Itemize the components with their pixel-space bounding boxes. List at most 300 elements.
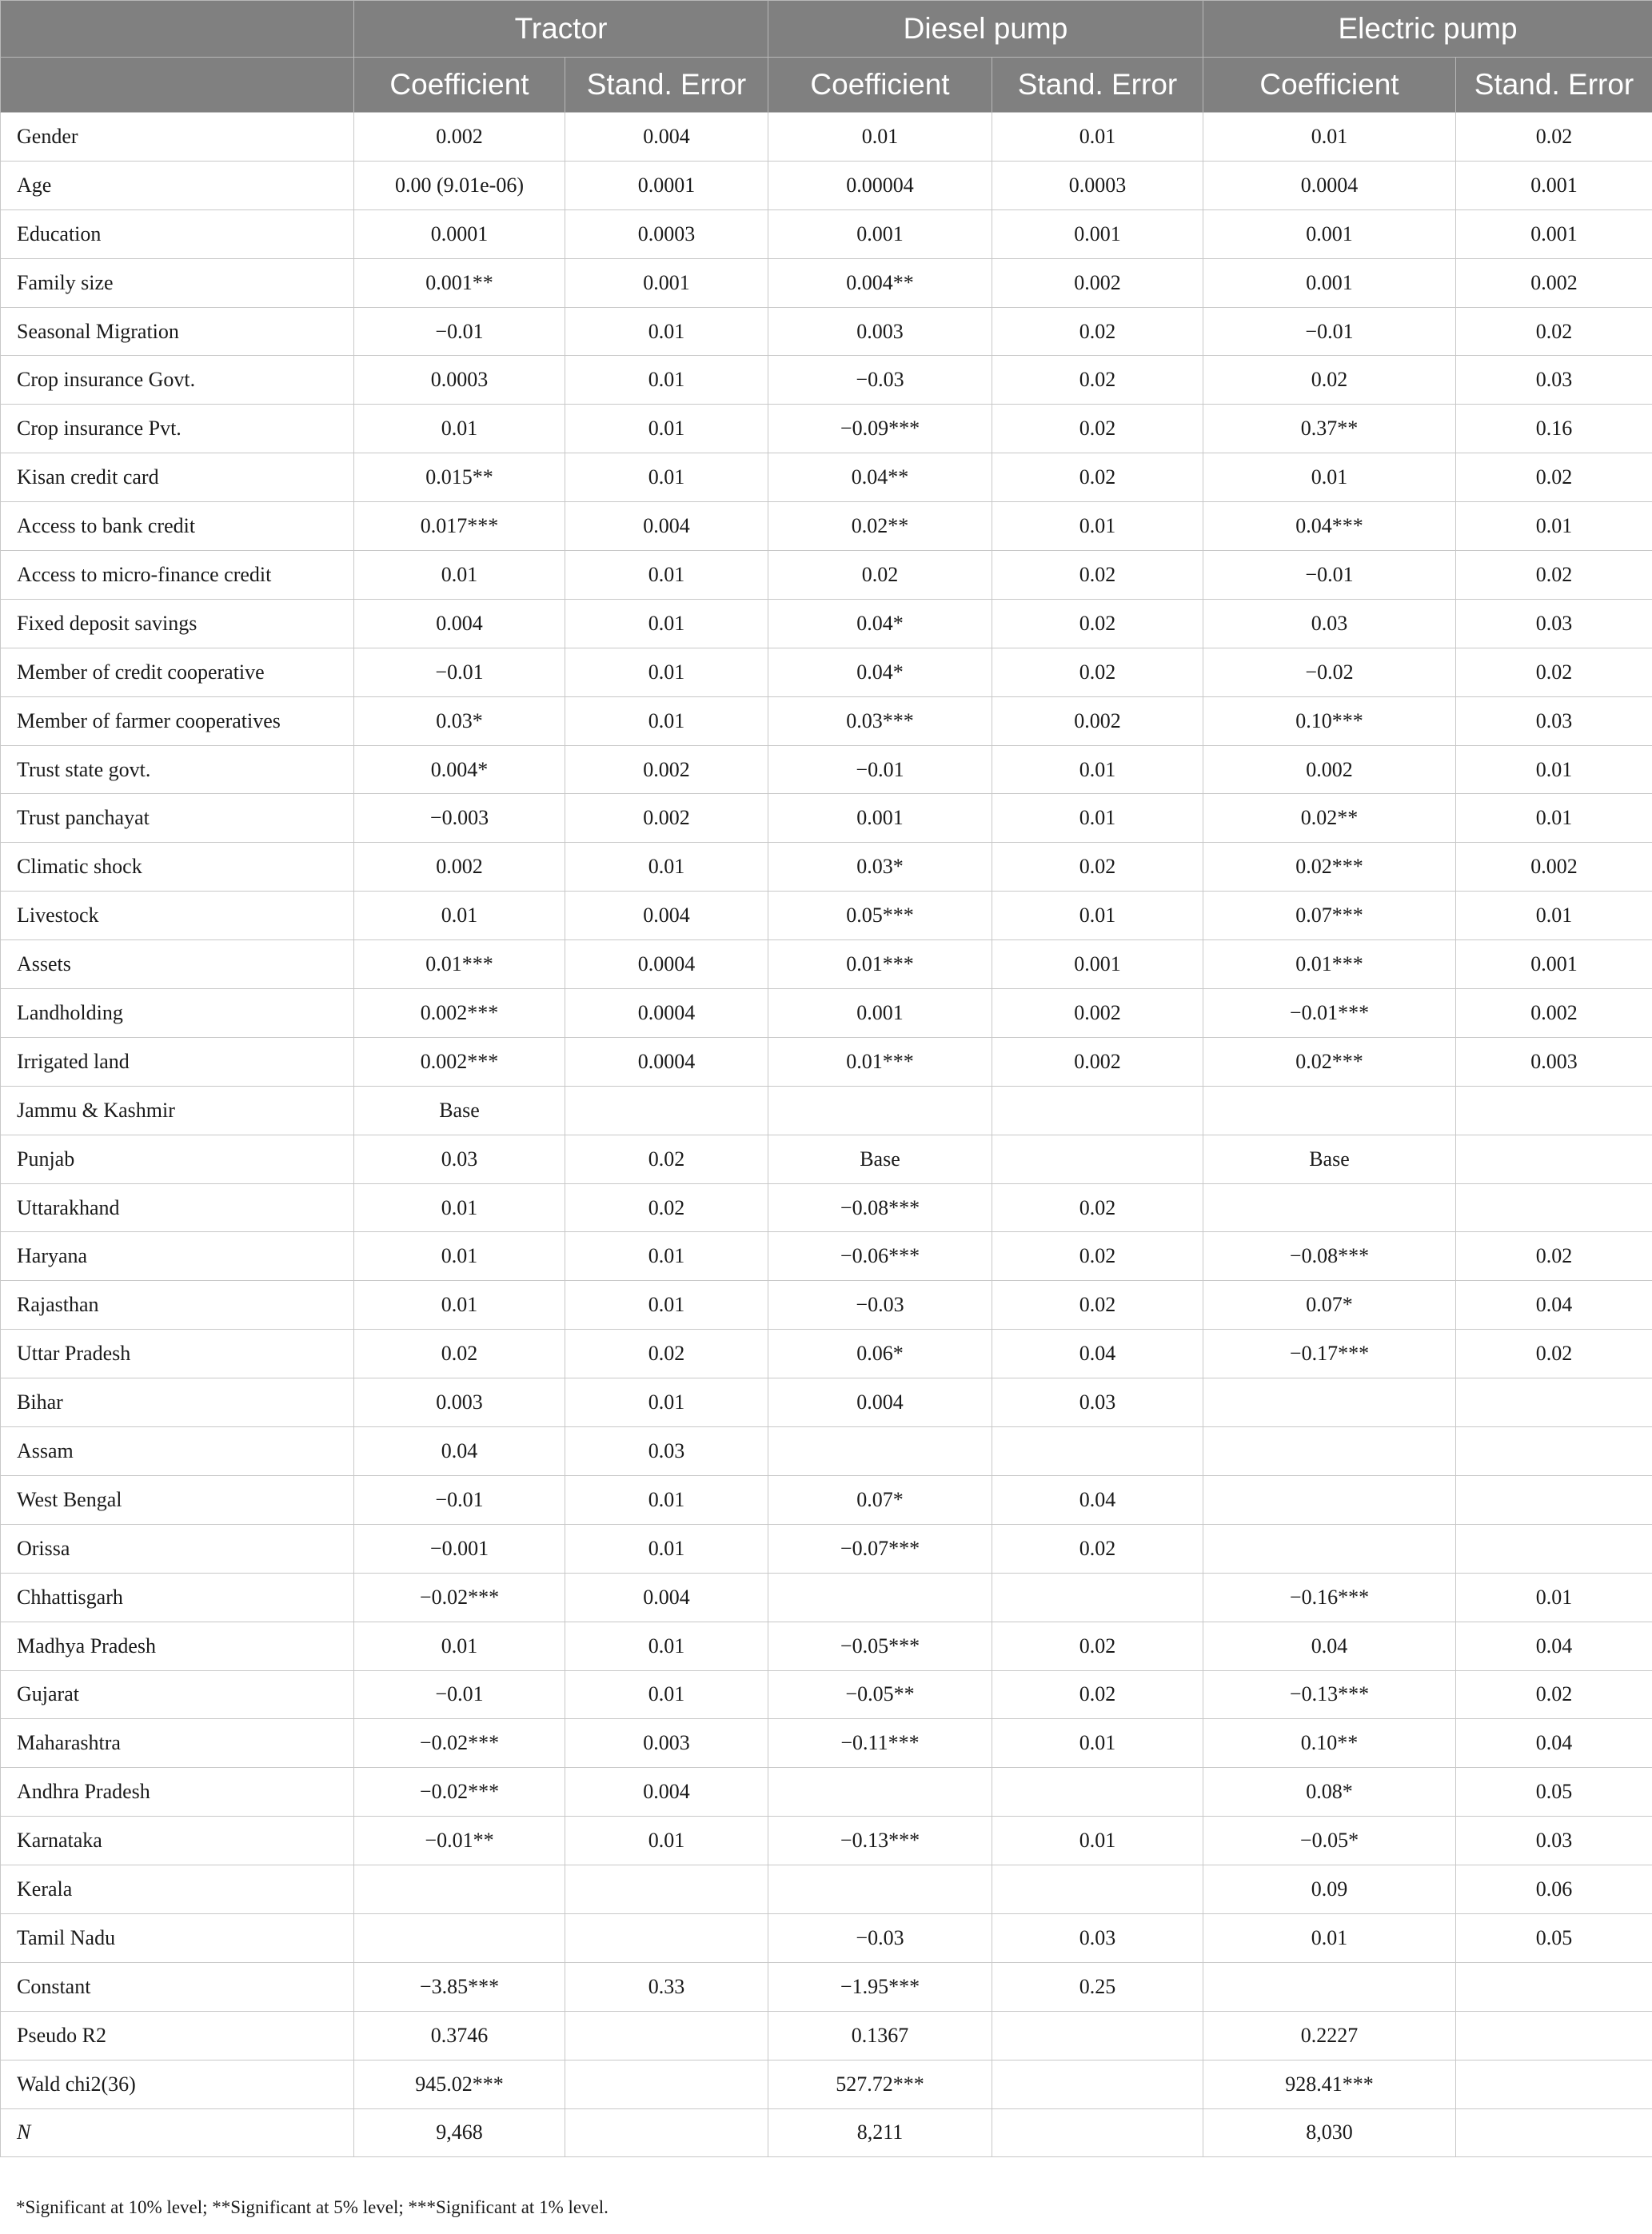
- table-cell: 0.01: [565, 1670, 768, 1719]
- row-label: Crop insurance Govt.: [1, 356, 354, 405]
- table-cell: 0.25: [992, 1962, 1203, 2011]
- table-cell: Base: [768, 1135, 992, 1183]
- table-cell: 0.03*: [768, 843, 992, 892]
- table-cell: 0.002: [1456, 989, 1652, 1038]
- table-cell: 0.01: [565, 1524, 768, 1573]
- table-cell: [1456, 1086, 1652, 1135]
- table-cell: −0.03: [768, 1281, 992, 1330]
- table-cell: 0.01: [354, 1281, 565, 1330]
- table-cell: [1456, 2011, 1652, 2060]
- table-cell: 0.01: [565, 1232, 768, 1281]
- header-group-tractor: Tractor: [354, 1, 768, 58]
- table-cell: [768, 1086, 992, 1135]
- table-cell: 0.02***: [1203, 1037, 1456, 1086]
- table-cell: 0.0004: [565, 940, 768, 989]
- table-cell: 0.03: [354, 1135, 565, 1183]
- row-label: Age: [1, 161, 354, 209]
- table-cell: 0.03: [1203, 599, 1456, 648]
- table-cell: 0.02: [1456, 551, 1652, 600]
- table-cell: 0.02: [1456, 648, 1652, 696]
- table-cell: [1456, 1135, 1652, 1183]
- table-cell: [768, 1573, 992, 1622]
- table-cell: 0.02: [992, 405, 1203, 453]
- table-cell: [1456, 1427, 1652, 1476]
- row-label: Madhya Pradesh: [1, 1622, 354, 1670]
- header-diesel-coefficient: Coefficient: [768, 58, 992, 113]
- header-diesel-stand-error: Stand. Error: [992, 58, 1203, 113]
- table-cell: 0.0004: [565, 1037, 768, 1086]
- table-cell: −0.09***: [768, 405, 992, 453]
- table-cell: 0.04: [992, 1475, 1203, 1524]
- table-row: [1, 209, 1652, 258]
- header-group-diesel-pump: Diesel pump: [768, 1, 1203, 58]
- table-cell: 0.05***: [768, 892, 992, 940]
- row-label: Trust panchayat: [1, 794, 354, 843]
- table-cell: 0.002: [354, 843, 565, 892]
- table-cell: 0.0003: [992, 161, 1203, 209]
- table-cell: −0.01: [354, 307, 565, 356]
- table-cell: [992, 1768, 1203, 1817]
- table-cell: −0.02***: [354, 1719, 565, 1768]
- table-row: [1, 892, 1652, 940]
- table-cell: 0.02: [992, 1524, 1203, 1573]
- table-cell: [1456, 2108, 1652, 2157]
- table-cell: 0.09: [1203, 1865, 1456, 1914]
- table-cell: 0.002: [992, 1037, 1203, 1086]
- row-label: Orissa: [1, 1524, 354, 1573]
- row-label: Kerala: [1, 1865, 354, 1914]
- table-cell: 0.002***: [354, 989, 565, 1038]
- table-cell: 0.01: [565, 648, 768, 696]
- table-cell: 0.003: [768, 307, 992, 356]
- table-cell: 0.0001: [354, 209, 565, 258]
- row-label: Family size: [1, 258, 354, 307]
- table-cell: 0.03: [992, 1913, 1203, 1962]
- table-cell: 0.04***: [1203, 502, 1456, 551]
- row-label: Chhattisgarh: [1, 1573, 354, 1622]
- table-cell: 0.04: [1456, 1622, 1652, 1670]
- table-cell: [992, 1135, 1203, 1183]
- table-cell: 0.02**: [768, 502, 992, 551]
- table-cell: 0.02: [992, 648, 1203, 696]
- table-cell: 0.01: [354, 405, 565, 453]
- table-cell: −0.03: [768, 356, 992, 405]
- table-cell: 0.04**: [768, 453, 992, 502]
- table-cell: 0.02: [768, 551, 992, 600]
- table-cell: 0.002: [1203, 745, 1456, 794]
- table-cell: [768, 1427, 992, 1476]
- table-cell: 0.01: [565, 599, 768, 648]
- table-cell: 0.02: [992, 307, 1203, 356]
- row-label: Member of credit cooperative: [1, 648, 354, 696]
- table-cell: 0.02: [1456, 113, 1652, 162]
- table-cell: 0.03: [1456, 1817, 1652, 1865]
- table-cell: [1203, 1524, 1456, 1573]
- table-header: [1, 1, 1652, 113]
- table-row: [1, 940, 1652, 989]
- table-cell: 0.01: [565, 1475, 768, 1524]
- table-cell: 0.015**: [354, 453, 565, 502]
- table-cell: 0.01: [1456, 502, 1652, 551]
- table-cell: 0.02: [992, 551, 1203, 600]
- row-label: Livestock: [1, 892, 354, 940]
- table-cell: −0.08***: [768, 1183, 992, 1232]
- table-cell: 0.002: [1456, 843, 1652, 892]
- table-cell: 0.003: [354, 1378, 565, 1427]
- table-cell: 0.10**: [1203, 1719, 1456, 1768]
- table-cell: [1456, 1475, 1652, 1524]
- row-label: Andhra Pradesh: [1, 1768, 354, 1817]
- table-row: [1, 1281, 1652, 1330]
- row-label: Punjab: [1, 1135, 354, 1183]
- table-row: [1, 356, 1652, 405]
- row-label: Seasonal Migration: [1, 307, 354, 356]
- table-cell: [768, 1768, 992, 1817]
- table-cell: 0.001: [565, 258, 768, 307]
- table-cell: 0.001: [1456, 161, 1652, 209]
- table-cell: 0.004: [354, 599, 565, 648]
- row-label: Assam: [1, 1427, 354, 1476]
- table-row: [1, 794, 1652, 843]
- table-cell: 928.41***: [1203, 2060, 1456, 2108]
- row-label: Access to micro-finance credit: [1, 551, 354, 600]
- table-row: [1, 1817, 1652, 1865]
- table-row: [1, 1768, 1652, 1817]
- table-cell: 0.01***: [354, 940, 565, 989]
- table-cell: [354, 1913, 565, 1962]
- table-cell: 0.02: [992, 1281, 1203, 1330]
- table-cell: 0.04*: [768, 599, 992, 648]
- table-cell: 0.01: [565, 1817, 768, 1865]
- table-row: [1, 843, 1652, 892]
- row-label: Uttar Pradesh: [1, 1330, 354, 1378]
- table-cell: 8,030: [1203, 2108, 1456, 2157]
- row-label: Assets: [1, 940, 354, 989]
- table-body: [1, 113, 1652, 2157]
- table-cell: 0.07*: [1203, 1281, 1456, 1330]
- table-cell: [1203, 1378, 1456, 1427]
- table-cell: 0.01: [565, 843, 768, 892]
- table-cell: −0.001: [354, 1524, 565, 1573]
- table-row: [1, 1330, 1652, 1378]
- header-electric-coefficient: Coefficient: [1203, 58, 1456, 113]
- table-cell: −0.01***: [1203, 989, 1456, 1038]
- table-cell: 0.00004: [768, 161, 992, 209]
- row-label: Member of farmer cooperatives: [1, 696, 354, 745]
- table-cell: −0.01: [354, 1475, 565, 1524]
- table-row: [1, 2011, 1652, 2060]
- table-cell: 0.01: [1203, 113, 1456, 162]
- row-label: Haryana: [1, 1232, 354, 1281]
- table-row: [1, 113, 1652, 162]
- table-cell: 0.01: [992, 745, 1203, 794]
- table-cell: 0.02: [1456, 307, 1652, 356]
- table-cell: [1203, 1475, 1456, 1524]
- table-cell: 0.1367: [768, 2011, 992, 2060]
- table-cell: −0.08***: [1203, 1232, 1456, 1281]
- table-cell: 0.01: [1203, 453, 1456, 502]
- table-cell: −0.02***: [354, 1768, 565, 1817]
- table-cell: 0.03*: [354, 696, 565, 745]
- table-row: [1, 1086, 1652, 1135]
- table-row: [1, 1427, 1652, 1476]
- table-cell: [992, 2108, 1203, 2157]
- table-row: [1, 989, 1652, 1038]
- table-row: [1, 1962, 1652, 2011]
- table-cell: 0.0003: [354, 356, 565, 405]
- table-cell: −0.05**: [768, 1670, 992, 1719]
- table-row: [1, 1475, 1652, 1524]
- table-row: [1, 1622, 1652, 1670]
- table-cell: 0.02: [992, 1232, 1203, 1281]
- table-cell: −0.13***: [768, 1817, 992, 1865]
- table-cell: 0.02: [1456, 1330, 1652, 1378]
- table-cell: 0.02: [992, 843, 1203, 892]
- table-cell: 0.001: [992, 940, 1203, 989]
- table-cell: [992, 1086, 1203, 1135]
- table-cell: 0.03: [992, 1378, 1203, 1427]
- table-cell: 0.01: [354, 551, 565, 600]
- table-cell: 0.004: [565, 892, 768, 940]
- table-cell: 0.002***: [354, 1037, 565, 1086]
- table-cell: 0.004**: [768, 258, 992, 307]
- table-cell: 0.01: [565, 696, 768, 745]
- table-cell: 0.02: [992, 1183, 1203, 1232]
- table-cell: 0.02: [992, 356, 1203, 405]
- header-group-row: [1, 1, 1652, 58]
- row-label: Kisan credit card: [1, 453, 354, 502]
- table-cell: [992, 2011, 1203, 2060]
- table-row: [1, 1524, 1652, 1573]
- header-corner: [1, 1, 354, 58]
- table-cell: −0.03: [768, 1913, 992, 1962]
- header-group-electric-pump: Electric pump: [1203, 1, 1652, 58]
- table-footnote: *Significant at 10% level; **Significant at 5% level; ***Significant at 1% level.: [16, 2197, 609, 2217]
- table-row: [1, 1135, 1652, 1183]
- table-cell: 0.01: [354, 1232, 565, 1281]
- table-cell: 0.02***: [1203, 843, 1456, 892]
- table-cell: 0.002: [992, 696, 1203, 745]
- row-label: Crop insurance Pvt.: [1, 405, 354, 453]
- row-label: Karnataka: [1, 1817, 354, 1865]
- table-cell: 0.05: [1456, 1768, 1652, 1817]
- table-cell: 0.001: [1203, 209, 1456, 258]
- table-row: [1, 1913, 1652, 1962]
- table-cell: 0.001: [768, 794, 992, 843]
- row-label: West Bengal: [1, 1475, 354, 1524]
- table-cell: 0.37**: [1203, 405, 1456, 453]
- table-cell: 0.002: [1456, 258, 1652, 307]
- table-cell: 0.01: [565, 307, 768, 356]
- header-tractor-coefficient: Coefficient: [354, 58, 565, 113]
- table-cell: 0.01: [992, 502, 1203, 551]
- table-cell: −0.02: [1203, 648, 1456, 696]
- table-row: [1, 599, 1652, 648]
- table-cell: −0.05***: [768, 1622, 992, 1670]
- table-row: [1, 1670, 1652, 1719]
- table-cell: [992, 1573, 1203, 1622]
- table-cell: 0.017***: [354, 502, 565, 551]
- table-cell: 0.04: [1456, 1719, 1652, 1768]
- table-cell: [1203, 1962, 1456, 2011]
- table-cell: 0.002: [565, 794, 768, 843]
- row-label: Education: [1, 209, 354, 258]
- table-row: [1, 258, 1652, 307]
- row-label: Gender: [1, 113, 354, 162]
- table-cell: [565, 1086, 768, 1135]
- table-cell: 0.001: [1203, 258, 1456, 307]
- row-label: Wald chi2(36): [1, 2060, 354, 2108]
- table-cell: −0.01: [354, 648, 565, 696]
- table-cell: 0.01: [992, 794, 1203, 843]
- table-cell: 0.00 (9.01e-06): [354, 161, 565, 209]
- table-cell: [565, 2011, 768, 2060]
- table-cell: 0.01: [354, 892, 565, 940]
- table-cell: [1456, 1524, 1652, 1573]
- table-cell: 0.01: [565, 1378, 768, 1427]
- row-label: Climatic shock: [1, 843, 354, 892]
- table-cell: 0.001: [1456, 940, 1652, 989]
- table-cell: 0.08*: [1203, 1768, 1456, 1817]
- table-cell: 0.004: [565, 1768, 768, 1817]
- table-row: [1, 1232, 1652, 1281]
- row-label: Bihar: [1, 1378, 354, 1427]
- table-cell: 0.01: [565, 405, 768, 453]
- table-cell: [992, 2060, 1203, 2108]
- table-cell: −1.95***: [768, 1962, 992, 2011]
- table-cell: 0.3746: [354, 2011, 565, 2060]
- table-cell: 0.02: [565, 1135, 768, 1183]
- table-cell: 0.01: [354, 1622, 565, 1670]
- table-row: [1, 1037, 1652, 1086]
- table-cell: 0.04: [1203, 1622, 1456, 1670]
- table-cell: [1203, 1183, 1456, 1232]
- table-cell: [1456, 1378, 1652, 1427]
- table-cell: 0.03***: [768, 696, 992, 745]
- row-label: Uttarakhand: [1, 1183, 354, 1232]
- table-cell: 0.01: [1203, 1913, 1456, 1962]
- header-electric-stand-error: Stand. Error: [1456, 58, 1652, 113]
- table-cell: −0.01: [354, 1670, 565, 1719]
- table-cell: −0.01**: [354, 1817, 565, 1865]
- table-cell: 0.01: [565, 356, 768, 405]
- table-cell: −0.01: [768, 745, 992, 794]
- table-cell: 0.03: [1456, 696, 1652, 745]
- table-cell: 0.02: [565, 1183, 768, 1232]
- table-row: [1, 745, 1652, 794]
- table-cell: 0.004*: [354, 745, 565, 794]
- table-cell: −0.16***: [1203, 1573, 1456, 1622]
- table-cell: [1456, 2060, 1652, 2108]
- table-cell: 0.004: [565, 1573, 768, 1622]
- table-cell: 0.002: [354, 113, 565, 162]
- row-label: Pseudo R2: [1, 2011, 354, 2060]
- table-cell: 0.04: [1456, 1281, 1652, 1330]
- table-cell: 0.16: [1456, 405, 1652, 453]
- table-cell: [1456, 1962, 1652, 2011]
- table-cell: 0.0004: [565, 989, 768, 1038]
- table-cell: 0.02: [1456, 1232, 1652, 1281]
- table-cell: 0.2227: [1203, 2011, 1456, 2060]
- header-sub-row: [1, 58, 1652, 113]
- table-cell: 0.01: [565, 551, 768, 600]
- table-row: [1, 1378, 1652, 1427]
- table-cell: 0.003: [565, 1719, 768, 1768]
- table-row: [1, 1573, 1652, 1622]
- table-cell: 0.02: [354, 1330, 565, 1378]
- table-cell: 0.01***: [768, 1037, 992, 1086]
- table-cell: [354, 1865, 565, 1914]
- table-cell: [565, 2060, 768, 2108]
- table-cell: 0.01: [992, 892, 1203, 940]
- table-cell: 0.06: [1456, 1865, 1652, 1914]
- table-row: [1, 551, 1652, 600]
- table-cell: 0.01***: [1203, 940, 1456, 989]
- table-cell: 0.02: [1203, 356, 1456, 405]
- row-label: Maharashtra: [1, 1719, 354, 1768]
- table-cell: 0.05: [1456, 1913, 1652, 1962]
- table-row: [1, 648, 1652, 696]
- table-cell: −0.11***: [768, 1719, 992, 1768]
- table-cell: −0.02***: [354, 1573, 565, 1622]
- header-tractor-stand-error: Stand. Error: [565, 58, 768, 113]
- table-cell: 0.03: [565, 1427, 768, 1476]
- table-cell: 0.01: [992, 113, 1203, 162]
- table-row: [1, 2060, 1652, 2108]
- table-row: [1, 161, 1652, 209]
- table-cell: 0.01: [1456, 794, 1652, 843]
- row-label: N: [1, 2108, 354, 2157]
- row-label: Access to bank credit: [1, 502, 354, 551]
- table-row: [1, 2108, 1652, 2157]
- table-cell: −3.85***: [354, 1962, 565, 2011]
- table-row: [1, 1183, 1652, 1232]
- table-cell: −0.13***: [1203, 1670, 1456, 1719]
- table-cell: 0.07***: [1203, 892, 1456, 940]
- table-cell: 0.04: [992, 1330, 1203, 1378]
- table-cell: 0.0001: [565, 161, 768, 209]
- table-cell: 0.0004: [1203, 161, 1456, 209]
- table-cell: [565, 1865, 768, 1914]
- table-cell: 0.01: [1456, 892, 1652, 940]
- table-cell: 0.02**: [1203, 794, 1456, 843]
- header-corner-sub: [1, 58, 354, 113]
- table-cell: 0.002: [992, 258, 1203, 307]
- table-cell: 0.004: [565, 113, 768, 162]
- table-cell: [565, 1913, 768, 1962]
- table-cell: 0.02: [992, 1670, 1203, 1719]
- table-row: [1, 1719, 1652, 1768]
- table-cell: 8,211: [768, 2108, 992, 2157]
- table-cell: 0.001: [768, 989, 992, 1038]
- table-cell: Base: [354, 1086, 565, 1135]
- table-cell: 0.02: [1456, 453, 1652, 502]
- table-cell: 0.01: [354, 1183, 565, 1232]
- table-cell: 0.01: [565, 1281, 768, 1330]
- row-label: Constant: [1, 1962, 354, 2011]
- table-cell: 0.02: [1456, 1670, 1652, 1719]
- table-cell: [1203, 1086, 1456, 1135]
- table-cell: [992, 1865, 1203, 1914]
- table-cell: 0.01: [768, 113, 992, 162]
- table-cell: 0.03: [1456, 356, 1652, 405]
- table-cell: 0.02: [992, 1622, 1203, 1670]
- table-cell: −0.003: [354, 794, 565, 843]
- table-row: [1, 696, 1652, 745]
- table-cell: Base: [1203, 1135, 1456, 1183]
- table-cell: [768, 1865, 992, 1914]
- row-label: Jammu & Kashmir: [1, 1086, 354, 1135]
